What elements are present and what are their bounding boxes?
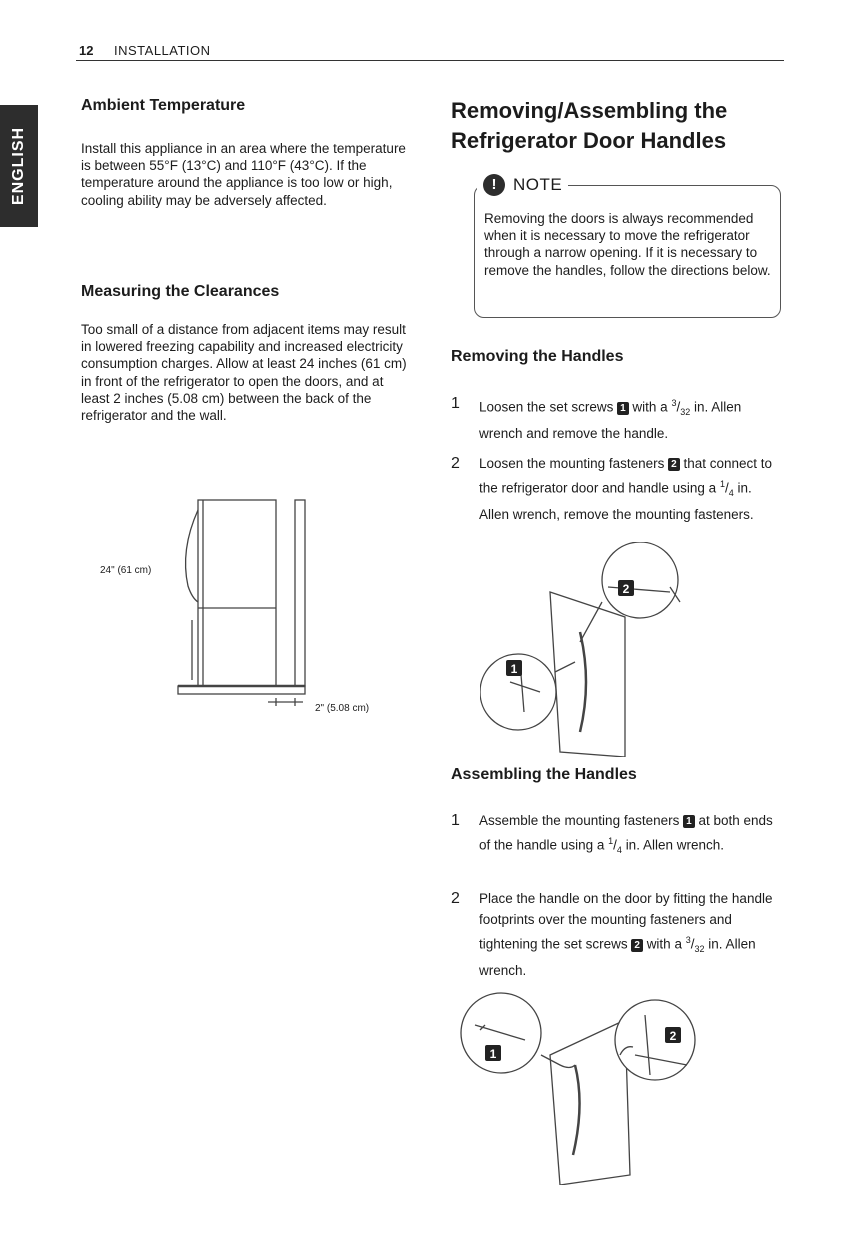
marker-1: 1 xyxy=(617,402,629,415)
page-number: 12 xyxy=(79,43,94,58)
language-tab-label: ENGLISH xyxy=(10,126,27,206)
section-title: INSTALLATION xyxy=(114,43,211,58)
marker-2: 2 xyxy=(668,458,680,471)
zoom-circle-fastener xyxy=(602,542,678,618)
language-tab xyxy=(0,105,38,227)
clearances-text: Too small of a distance from adjacent items may result in lowered freezing capability and increased electricity consumption charges. Allow at least 24 inches (61 cm) in front of the refrigerator to open the doors, and at least 2 inches (5.08 cm) between the back of the refrigerator and the wall. xyxy=(81,322,407,424)
marker-1: 1 xyxy=(683,815,695,828)
door-handle xyxy=(573,1065,580,1155)
note-text: Removing the doors is always recommended when it is necessary to move the refrigerator through a narrow opening. If it is necessary to remove the handles, follow the directions below. xyxy=(484,211,771,278)
wall xyxy=(295,500,305,686)
figure-marker-1-label: 1 xyxy=(510,662,518,676)
figure-marker-1-label: 1 xyxy=(489,1047,497,1061)
header-rule xyxy=(76,60,784,61)
ambient-temperature-text: Install this appliance in an area where the temperature is between 55°F (13°C) and 110°F (43°C). If the temperature around the appliance is too low or high, cooling ability may be adversely affected. xyxy=(81,141,406,208)
door-panel xyxy=(550,592,625,757)
step-number: 1 xyxy=(451,812,460,829)
assembling-heading: Assembling the Handles xyxy=(451,766,637,783)
marker-2: 2 xyxy=(631,939,643,952)
figure-marker-2-label: 2 xyxy=(622,582,630,596)
clearance-diagram xyxy=(170,490,420,720)
ambient-temperature-heading: Ambient Temperature xyxy=(81,97,246,114)
fridge-side-outline xyxy=(198,500,276,686)
step-number: 2 xyxy=(451,890,460,907)
main-title-line2: Refrigerator Door Handles xyxy=(451,128,727,153)
removing-handles-figure xyxy=(480,542,685,757)
back-clearance-label: 2" (5.08 cm) xyxy=(315,703,370,714)
main-title-line1: Removing/Assembling the xyxy=(451,98,728,123)
front-clearance-label: 24" (61 cm) xyxy=(100,565,152,576)
note-header xyxy=(477,174,568,196)
note-label: NOTE xyxy=(513,175,563,194)
figure-marker-2-label: 2 xyxy=(669,1029,677,1043)
door-swing-arc xyxy=(186,510,198,602)
assembling-handles-figure xyxy=(455,985,715,1185)
zoom-circle-screw xyxy=(615,1000,695,1080)
removing-heading: Removing the Handles xyxy=(451,348,624,365)
exclamation-icon: ! xyxy=(483,174,505,196)
door-handle xyxy=(580,632,586,732)
clearances-heading: Measuring the Clearances xyxy=(81,283,280,300)
step-number: 1 xyxy=(451,395,460,412)
step-number: 2 xyxy=(451,455,460,472)
